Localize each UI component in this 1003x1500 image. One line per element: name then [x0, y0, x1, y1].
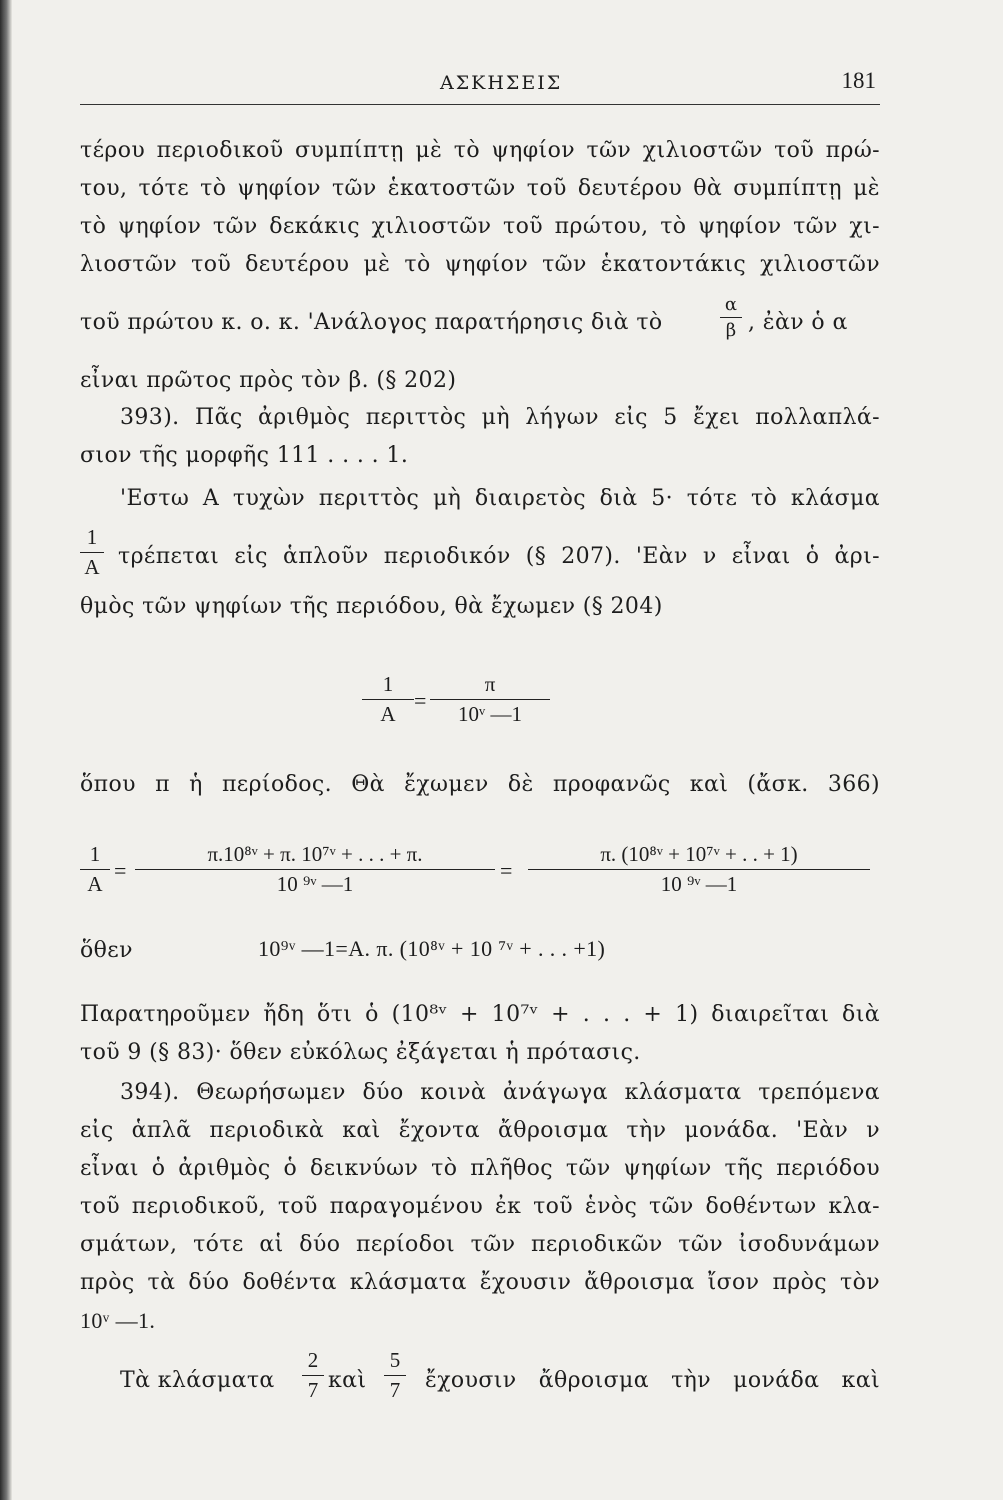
book-spine-shadow	[0, 0, 12, 1500]
header-rule	[80, 104, 880, 105]
text-line: ὅθεν	[80, 938, 133, 963]
text-line: εἶναι ὁ ἀριθμὸς ὁ δεικνύων τὸ πλῆθος τῶν ψηφίων τῆς περιόδου	[80, 1156, 880, 1181]
fraction-denominator: Α	[380, 702, 396, 726]
fraction-numerator: π.10⁸ᵛ + π. 10⁷ᵛ + . . . + π.	[207, 842, 423, 866]
fraction-bar	[362, 699, 414, 700]
fraction-2-over-7	[302, 1348, 324, 1403]
fraction-bar	[135, 869, 495, 870]
fraction-numerator: 1	[86, 525, 98, 549]
fraction-numerator: π	[484, 672, 496, 696]
fraction-numerator: 1	[382, 672, 394, 696]
text-line: ἔχουσιν ἄθροισμα τὴν μονάδα καὶ	[425, 1368, 880, 1393]
fraction-numerator: 1	[89, 842, 101, 866]
fraction-denominator: 10 ⁹ᵛ —1	[660, 872, 738, 896]
equals-sign: =	[414, 688, 427, 713]
text-line: καὶ	[328, 1368, 367, 1393]
equation-3: 10⁹ᵛ —1=Α. π. (10⁸ᵛ + 10 ⁷ᵛ + . . . +1)	[258, 936, 606, 961]
text-line: ὅπου π ἡ περίοδος. Θὰ ἔχωμεν δὲ προφανῶς καὶ (ἄσκ. 366)	[80, 772, 880, 797]
fraction-bar	[528, 869, 870, 870]
eq2-rhs-fraction	[528, 842, 870, 897]
fraction-bar	[430, 699, 550, 700]
fraction-denominator: β	[725, 320, 737, 341]
text-line: λιοστῶν τοῦ δευτέρου μὲ τὸ ψηφίον τῶν ἑκατοντάκις χιλιοστῶν	[80, 252, 880, 277]
eq2-middle-fraction	[135, 842, 495, 897]
eq1-lhs-fraction	[362, 672, 414, 727]
fraction-denominator: Α	[87, 872, 103, 896]
text-line: σμάτων, τότε αἱ δύο περίοδοι τῶν περιοδικῶν τῶν ἰσοδυνάμων	[80, 1232, 880, 1257]
equals-sign: =	[114, 858, 127, 883]
text-line: εἰς ἁπλᾶ περιοδικὰ καὶ ἔχοντα ἄθροισμα τὴν μονάδα. 'Εὰν ν	[80, 1118, 880, 1143]
exercise-394-start: 394). Θεωρήσωμεν δύο κοινὰ ἀνάγωγα κλάσματα τρεπόμενα	[120, 1080, 880, 1105]
fraction-bar	[384, 1375, 406, 1376]
eq1-rhs-fraction	[430, 672, 550, 727]
fraction-denominator: 10ᵛ —1	[458, 702, 522, 726]
fraction-denominator: 10 ⁹ᵛ —1	[276, 872, 354, 896]
text-line: 'Εστω Α τυχὼν περιττὸς μὴ διαιρετὸς διὰ 5· τότε τὸ κλάσμα	[120, 486, 880, 511]
fraction-numerator: 5	[389, 1348, 401, 1372]
text-line: Τὰ κλάσματα	[120, 1368, 275, 1393]
fraction-bar	[80, 552, 104, 553]
fraction-numerator: α	[724, 294, 738, 315]
text-line: σιον τῆς μορφῆς 111 . . . . 1.	[80, 443, 409, 468]
text-line: τέρου περιοδικοῦ συμπίπτῃ μὲ τὸ ψηφίον τῶν χιλιοστῶν τοῦ πρώ-	[80, 138, 880, 163]
fraction-bar	[302, 1375, 324, 1376]
text-line: θμὸς τῶν ψηφίων τῆς περιόδου, θὰ ἔχωμεν (§ 204)	[80, 594, 663, 619]
fraction-denominator: Α	[84, 555, 100, 579]
text-line: τὸ ψηφίον τῶν δεκάκις χιλιοστῶν τοῦ πρώτου, τὸ ψηφίον τῶν χι-	[80, 214, 880, 239]
text-line: τοῦ 9 (§ 83)· ὅθεν εὐκόλως ἐξάγεται ἡ πρότασις.	[80, 1040, 641, 1065]
inline-fraction-alpha-beta	[720, 294, 742, 341]
text-line: πρὸς τὰ δύο δοθέντα κλάσματα ἔχουσιν ἄθροισμα ἴσον πρὸς τὸν	[80, 1270, 880, 1295]
text-line: 10ᵛ —1.	[80, 1308, 156, 1333]
text-line: τοῦ πρώτου κ. ο. κ. 'Ανάλογος παρατήρησις διὰ τὸ	[80, 310, 663, 335]
fraction-bar	[720, 317, 742, 318]
text-line: εἶναι πρῶτος πρὸς τὸν β. (§ 202)	[80, 368, 457, 393]
page-header	[80, 68, 880, 108]
fraction-denominator: 7	[389, 1378, 401, 1402]
fraction-bar	[80, 869, 110, 870]
fraction-numerator: π. (10⁸ᵛ + 10⁷ᵛ + . . + 1)	[600, 842, 798, 866]
fraction-5-over-7	[384, 1348, 406, 1403]
text-line: τοῦ περιοδικοῦ, τοῦ παραγομένου ἐκ τοῦ ἑνὸς τῶν δοθέντων κλα-	[80, 1194, 880, 1219]
exercise-393-start: 393). Πᾶς ἀριθμὸς περιττὸς μὴ λήγων εἰς 5 ἔχει πολλαπλά-	[120, 405, 880, 430]
fraction-denominator: 7	[307, 1378, 319, 1402]
page-number: 181	[841, 68, 876, 93]
text-line: Παρατηροῦμεν ἤδη ὅτι ὁ (10⁸ᵛ + 10⁷ᵛ + . . . + 1) διαιρεῖται διὰ	[80, 1002, 880, 1027]
text-line: , ἐὰν ὁ α	[748, 310, 848, 335]
eq2-lhs-fraction	[80, 842, 110, 897]
inline-fraction-1-over-A	[80, 525, 104, 580]
equals-sign: =	[500, 858, 513, 883]
text-line: του, τότε τὸ ψηφίον τῶν ἑκατοστῶν τοῦ δευτέρου θὰ συμπίπτῃ μὲ	[80, 176, 880, 201]
fraction-numerator: 2	[307, 1348, 319, 1372]
running-title: ΑΣΚΗΣΕΙΣ	[440, 72, 563, 94]
text-line: τρέπεται εἰς ἁπλοῦν περιοδικόν (§ 207). 'Εὰν ν εἶναι ὁ ἀρι-	[118, 544, 880, 569]
